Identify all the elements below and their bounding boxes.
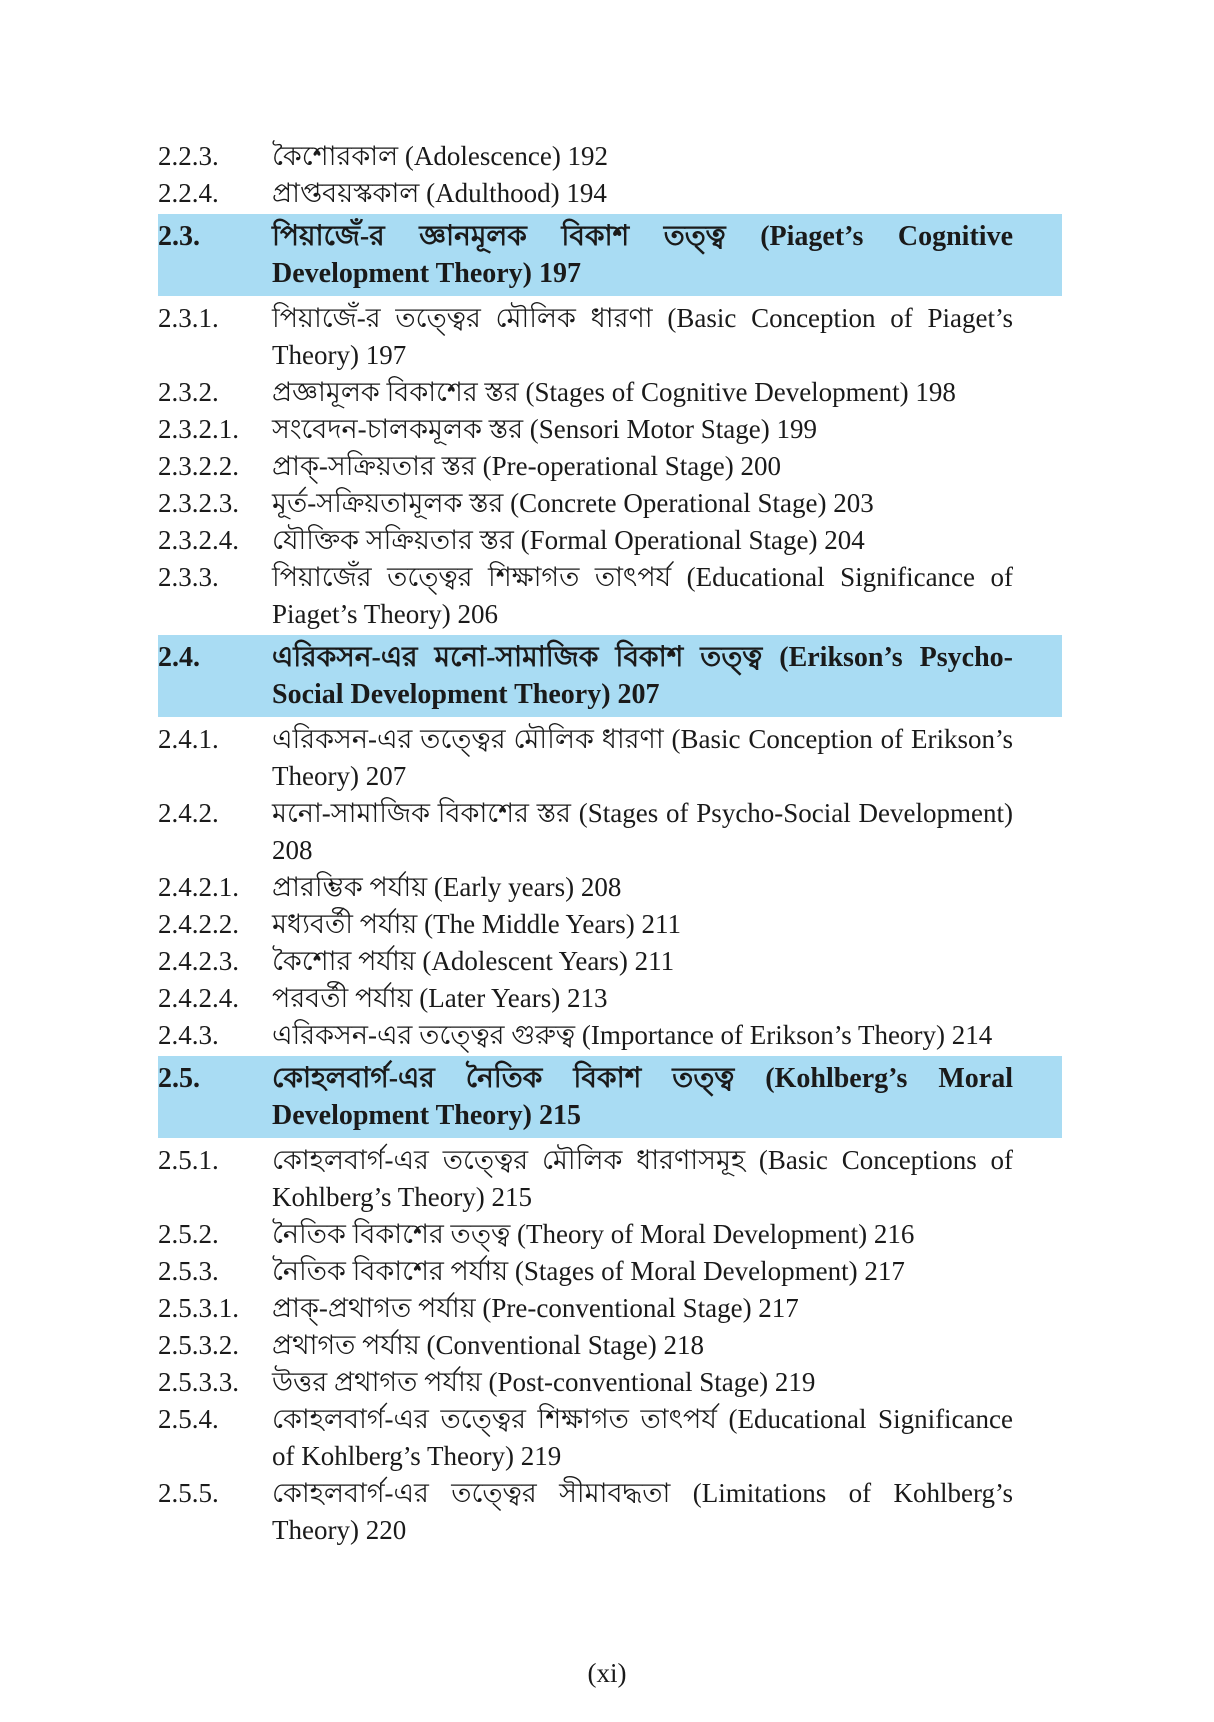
table-of-contents [158, 138, 1062, 1549]
toc-entry-2-4-2 [158, 795, 1062, 869]
entry-title: প্রাপ্তবয়স্ককাল (Adulthood) 194 [272, 178, 607, 208]
toc-entry-2-2-4 [158, 175, 1062, 212]
toc-entry-2-4-2-4 [158, 980, 1062, 1017]
entry-number: 2.3.2.3. [158, 488, 239, 518]
entry-title: উত্তর প্রথাগত পর্যায় (Post-conventional Stage) 219 [272, 1367, 816, 1397]
entry-number: 2.5.3.1. [158, 1293, 239, 1323]
entry-title: প্রাক্-সক্রিয়তার স্তর (Pre-operational Stage) 200 [272, 451, 782, 481]
toc-entry-2-4-2-3 [158, 943, 1062, 980]
entry-title: কোহলবার্গ-এর তত্ত্বের সীমাবদ্ধতা (Limitations of Kohlberg’s Theory) 220 [272, 1478, 1013, 1545]
toc-entry-2-4-1 [158, 721, 1062, 795]
entry-title: প্রজ্ঞামূলক বিকাশের স্তর (Stages of Cognitive Development) 198 [272, 377, 956, 407]
entry-number: 2.4.2. [158, 798, 219, 828]
entry-title: প্রারম্ভিক পর্যায় (Early years) 208 [272, 872, 622, 902]
toc-entry-2-5-1 [158, 1142, 1062, 1216]
section-title: পিয়াজেঁ-র জ্ঞানমূলক বিকাশ তত্ত্ব (Piaget’s Cognitive Development Theory) 197 [272, 221, 1013, 289]
entry-number: 2.4.2.1. [158, 872, 239, 902]
page-number: (xi) [587, 1658, 627, 1688]
entry-title: পিয়াজেঁর তত্ত্বের শিক্ষাগত তাৎপর্য (Educational Significance of Piaget’s Theory) 206 [272, 562, 1013, 629]
entry-title: প্রাক্-প্রথাগত পর্যায় (Pre-conventional Stage) 217 [272, 1293, 799, 1323]
entry-title: পরবর্তী পর্যায় (Later Years) 213 [272, 983, 608, 1013]
entry-title: এরিকসন-এর তত্ত্বের গুরুত্ব (Importance of Erikson’s Theory) 214 [272, 1020, 993, 1050]
toc-entry-2-3-2 [158, 374, 1062, 411]
entry-number: 2.3.2.4. [158, 525, 239, 555]
entry-number: 2.4.2.3. [158, 946, 239, 976]
entry-number: 2.2.4. [158, 178, 219, 208]
entry-number: 2.3.2.2. [158, 451, 239, 481]
entry-number: 2.5.1. [158, 1145, 219, 1175]
toc-entry-2-5-5 [158, 1475, 1062, 1549]
entry-number: 2.5.4. [158, 1404, 219, 1434]
entry-number: 2.5.5. [158, 1478, 219, 1508]
toc-section-2-3 [158, 214, 1062, 296]
entry-number: 2.5.3.3. [158, 1367, 239, 1397]
entry-title: কোহলবার্গ-এর তত্ত্বের মৌলিক ধারণাসমূহ (Basic Conceptions of Kohlberg’s Theory) 215 [272, 1145, 1013, 1212]
section-number: 2.3. [158, 221, 200, 252]
toc-entry-2-3-2-4 [158, 522, 1062, 559]
entry-number: 2.4.3. [158, 1020, 219, 1050]
entry-title: মনো-সামাজিক বিকাশের স্তর (Stages of Psycho-Social Development) 208 [272, 798, 1013, 865]
entry-title: কৈশোর পর্যায় (Adolescent Years) 211 [272, 946, 675, 976]
toc-entry-2-5-3 [158, 1253, 1062, 1290]
toc-section-2-4 [158, 635, 1062, 717]
toc-entry-2-4-2-2 [158, 906, 1062, 943]
entry-number: 2.3.3. [158, 562, 219, 592]
entry-title: মূর্ত-সক্রিয়তামূলক স্তর (Concrete Operational Stage) 203 [272, 488, 874, 518]
entry-number: 2.3.2.1. [158, 414, 239, 444]
entry-title: কৈশোরকাল (Adolescence) 192 [272, 141, 609, 171]
toc-entry-2-3-1 [158, 300, 1062, 374]
toc-entry-2-5-3-3 [158, 1364, 1062, 1401]
toc-entry-2-3-3 [158, 559, 1062, 633]
entry-title: কোহলবার্গ-এর তত্ত্বের শিক্ষাগত তাৎপর্য (Educational Significance of Kohlberg’s Theory) 219 [272, 1404, 1013, 1471]
toc-entry-2-5-3-2 [158, 1327, 1062, 1364]
entry-number: 2.3.2. [158, 377, 219, 407]
toc-entry-2-5-3-1 [158, 1290, 1062, 1327]
entry-number: 2.4.2.2. [158, 909, 239, 939]
entry-title: নৈতিক বিকাশের তত্ত্ব (Theory of Moral Development) 216 [272, 1219, 915, 1249]
toc-entry-2-4-3 [158, 1017, 1062, 1054]
entry-title: মধ্যবর্তী পর্যায় (The Middle Years) 211 [272, 909, 682, 939]
section-title: এরিকসন-এর মনো-সামাজিক বিকাশ তত্ত্ব (Erikson’s Psycho-Social Development Theory) 207 [272, 642, 1013, 710]
entry-title: নৈতিক বিকাশের পর্যায় (Stages of Moral Development) 217 [272, 1256, 905, 1286]
entry-title: সংবেদন-চালকমূলক স্তর (Sensori Motor Stage) 199 [272, 414, 818, 444]
section-title: কোহলবার্গ-এর নৈতিক বিকাশ তত্ত্ব (Kohlberg’s Moral Development Theory) 215 [272, 1063, 1013, 1131]
entry-title: পিয়াজেঁ-র তত্ত্বের মৌলিক ধারণা (Basic Conception of Piaget’s Theory) 197 [272, 303, 1013, 370]
section-number: 2.5. [158, 1063, 200, 1094]
toc-entry-2-2-3 [158, 138, 1062, 175]
toc-entry-2-3-2-2 [158, 448, 1062, 485]
entry-number: 2.4.2.4. [158, 983, 239, 1013]
toc-entry-2-3-2-3 [158, 485, 1062, 522]
entry-number: 2.4.1. [158, 724, 219, 754]
toc-entry-2-4-2-1 [158, 869, 1062, 906]
entry-title: যৌক্তিক সক্রিয়তার স্তর (Formal Operational Stage) 204 [272, 525, 865, 555]
entry-title: প্রথাগত পর্যায় (Conventional Stage) 218 [272, 1330, 704, 1360]
toc-entry-2-5-2 [158, 1216, 1062, 1253]
entry-number: 2.2.3. [158, 141, 219, 171]
toc-section-2-5 [158, 1056, 1062, 1138]
entry-number: 2.5.3.2. [158, 1330, 239, 1360]
entry-title: এরিকসন-এর তত্ত্বের মৌলিক ধারণা (Basic Conception of Erikson’s Theory) 207 [272, 724, 1013, 791]
entry-number: 2.5.3. [158, 1256, 219, 1286]
toc-entry-2-5-4 [158, 1401, 1062, 1475]
entry-number: 2.3.1. [158, 303, 219, 333]
toc-entry-2-3-2-1 [158, 411, 1062, 448]
entry-number: 2.5.2. [158, 1219, 219, 1249]
section-number: 2.4. [158, 642, 200, 673]
